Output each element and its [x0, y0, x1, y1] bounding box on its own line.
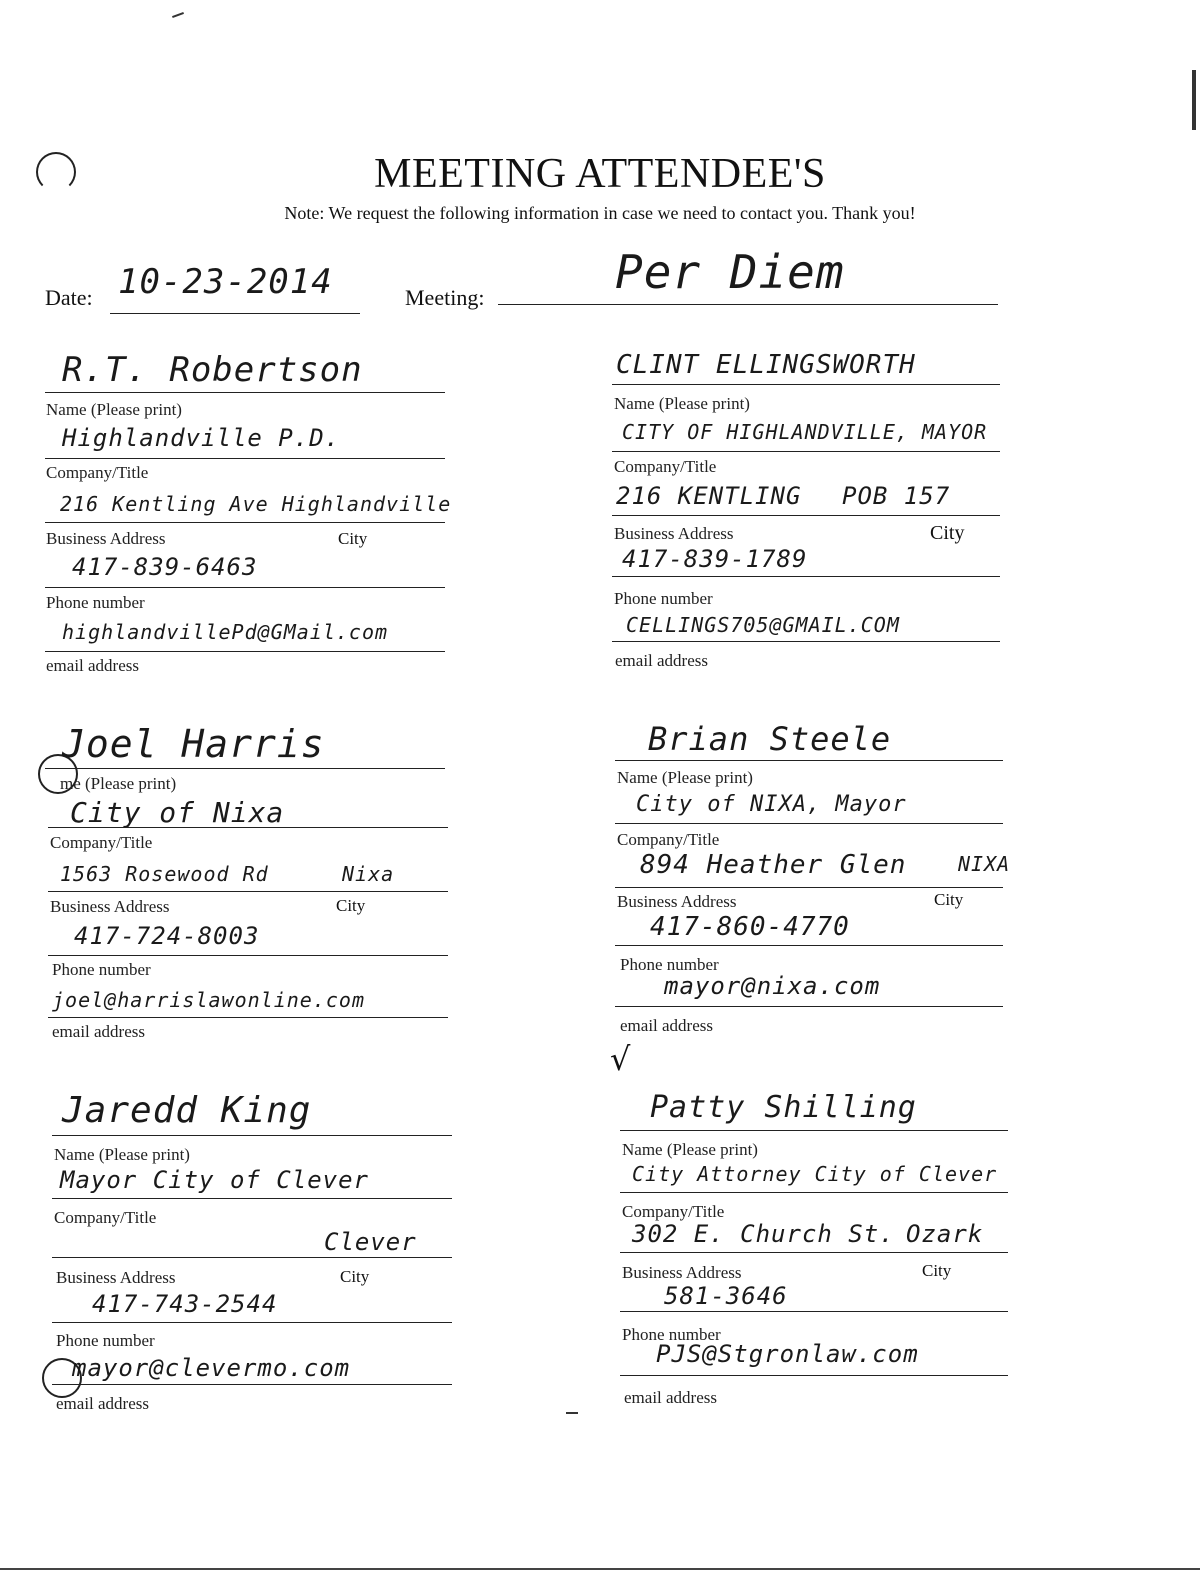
city-value[interactable]: POB 157: [842, 482, 951, 510]
field-line: [48, 955, 448, 956]
attendee-name-value[interactable]: Brian Steele: [648, 720, 892, 758]
address-label: Business Address: [614, 524, 734, 543]
date-label: Date:: [45, 285, 93, 310]
scan-bottom-edge: [0, 1568, 1200, 1570]
field-line: [612, 641, 1000, 642]
address-label: Business Address: [50, 897, 170, 916]
company-value[interactable]: Mayor City of Clever: [60, 1166, 369, 1194]
company-label: Company/Title: [622, 1202, 725, 1221]
company-label: Company/Title: [54, 1208, 157, 1227]
field-line: [615, 945, 1003, 946]
field-line: [615, 760, 1003, 761]
field-line: [52, 1384, 452, 1385]
field-line: [52, 1135, 452, 1136]
field-line: [45, 458, 445, 459]
field-line: [612, 576, 1000, 577]
scan-edge-mark: [1192, 70, 1196, 130]
city-value[interactable]: Clever: [324, 1228, 417, 1256]
company-value[interactable]: City of Nixa: [70, 796, 285, 829]
field-line: [620, 1311, 1008, 1312]
email-value[interactable]: mayor@clevermo.com: [72, 1354, 351, 1382]
address-value[interactable]: 302 E. Church St.: [632, 1220, 895, 1248]
company-value[interactable]: Highlandville P.D.: [62, 424, 341, 452]
field-line: [612, 384, 1000, 385]
scan-speck: [566, 1412, 578, 1414]
phone-label: Phone number: [46, 593, 145, 612]
email-label: email address: [46, 656, 139, 675]
city-label: City: [340, 1267, 370, 1286]
city-label: City: [930, 522, 965, 544]
checkmark-icon: √: [610, 1040, 631, 1078]
name-label: me (Please print): [60, 774, 177, 793]
city-label: City: [336, 896, 366, 915]
scan-speck: [172, 12, 184, 18]
field-line: [48, 827, 448, 828]
address-value[interactable]: 216 KENTLING: [616, 482, 802, 510]
field-line: [45, 651, 445, 652]
email-label: email address: [52, 1022, 145, 1041]
date-value[interactable]: 10-23-2014: [118, 262, 333, 302]
meeting-value[interactable]: Per Diem: [615, 245, 845, 299]
address-value[interactable]: 1563 Rosewood Rd: [60, 862, 269, 886]
attendee-name-value[interactable]: Joel Harris: [62, 722, 325, 766]
phone-value[interactable]: 417-839-1789: [622, 545, 808, 573]
company-label: Company/Title: [50, 833, 153, 852]
address-value[interactable]: 216 Kentling Ave Highlandville: [60, 492, 452, 516]
email-value[interactable]: mayor@nixa.com: [664, 972, 881, 1000]
address-label: Business Address: [617, 892, 737, 911]
email-value[interactable]: highlandvillePd@GMail.com: [62, 620, 389, 644]
date-line: [110, 313, 360, 314]
field-line: [45, 587, 445, 588]
page-note: Note: We request the following information in case we need to contact you. Thank you!: [284, 203, 916, 223]
name-label: Name (Please print): [46, 400, 182, 419]
company-label: Company/Title: [617, 830, 720, 849]
field-line: [612, 451, 1000, 452]
field-line: [620, 1130, 1008, 1131]
phone-value[interactable]: 417-743-2544: [92, 1290, 278, 1318]
email-value[interactable]: joel@harrislawonline.com: [52, 988, 365, 1012]
field-line: [45, 768, 445, 769]
email-label: email address: [615, 651, 708, 670]
name-label: Name (Please print): [614, 394, 750, 413]
email-label: email address: [624, 1388, 717, 1407]
city-label: City: [922, 1261, 952, 1280]
field-line: [620, 1192, 1008, 1193]
field-line: [615, 887, 1003, 888]
address-label: Business Address: [56, 1268, 176, 1287]
city-value[interactable]: NIXA: [958, 852, 1011, 876]
page-title: MEETING ATTENDEE'S: [374, 151, 826, 197]
address-label: Business Address: [622, 1263, 742, 1282]
company-value[interactable]: CITY OF HIGHLANDVILLE, MAYOR: [622, 420, 988, 444]
city-value[interactable]: Nixa: [342, 862, 395, 886]
attendee-name-value[interactable]: Jaredd King: [62, 1090, 312, 1131]
attendee-name-value[interactable]: Patty Shilling: [650, 1090, 917, 1125]
phone-label: Phone number: [622, 1325, 721, 1344]
field-line: [48, 891, 448, 892]
field-line: [620, 1252, 1008, 1253]
name-label: Name (Please print): [622, 1140, 758, 1159]
field-line: [620, 1375, 1008, 1376]
city-value[interactable]: Ozark: [906, 1220, 984, 1248]
phone-value[interactable]: 581-3646: [664, 1282, 788, 1310]
meeting-label: Meeting:: [405, 285, 485, 310]
attendee-name-value[interactable]: CLINT ELLINGSWORTH: [616, 350, 916, 380]
phone-label: Phone number: [56, 1331, 155, 1350]
field-line: [45, 522, 445, 523]
company-value[interactable]: City of NIXA, Mayor: [636, 792, 907, 817]
company-value[interactable]: City Attorney City of Clever: [632, 1162, 998, 1186]
email-label: email address: [56, 1394, 149, 1413]
address-label: Business Address: [46, 529, 166, 548]
city-label: City: [934, 890, 964, 909]
email-value[interactable]: PJS@Stgronlaw.com: [656, 1340, 919, 1368]
phone-value[interactable]: 417-860-4770: [650, 912, 850, 942]
phone-value[interactable]: 417-839-6463: [72, 553, 258, 581]
email-label: email address: [620, 1016, 713, 1035]
phone-value[interactable]: 417-724-8003: [74, 922, 260, 950]
field-line: [45, 392, 445, 393]
name-label: Name (Please print): [617, 768, 753, 787]
phone-label: Phone number: [620, 955, 719, 974]
company-label: Company/Title: [614, 457, 717, 476]
field-line: [52, 1198, 452, 1199]
company-label: Company/Title: [46, 463, 149, 482]
meeting-line: [498, 304, 998, 305]
address-value[interactable]: 894 Heather Glen: [640, 850, 907, 880]
field-line: [52, 1322, 452, 1323]
field-line: [52, 1257, 452, 1258]
phone-label: Phone number: [52, 960, 151, 979]
city-label: City: [338, 529, 368, 548]
attendee-name-value[interactable]: R.T. Robertson: [62, 350, 363, 390]
field-line: [612, 515, 1000, 516]
name-label: Name (Please print): [54, 1145, 190, 1164]
field-line: [615, 1006, 1003, 1007]
email-value[interactable]: CELLINGS705@GMAIL.COM: [626, 613, 900, 637]
phone-label: Phone number: [614, 589, 713, 608]
field-line: [615, 823, 1003, 824]
field-line: [48, 1017, 448, 1018]
